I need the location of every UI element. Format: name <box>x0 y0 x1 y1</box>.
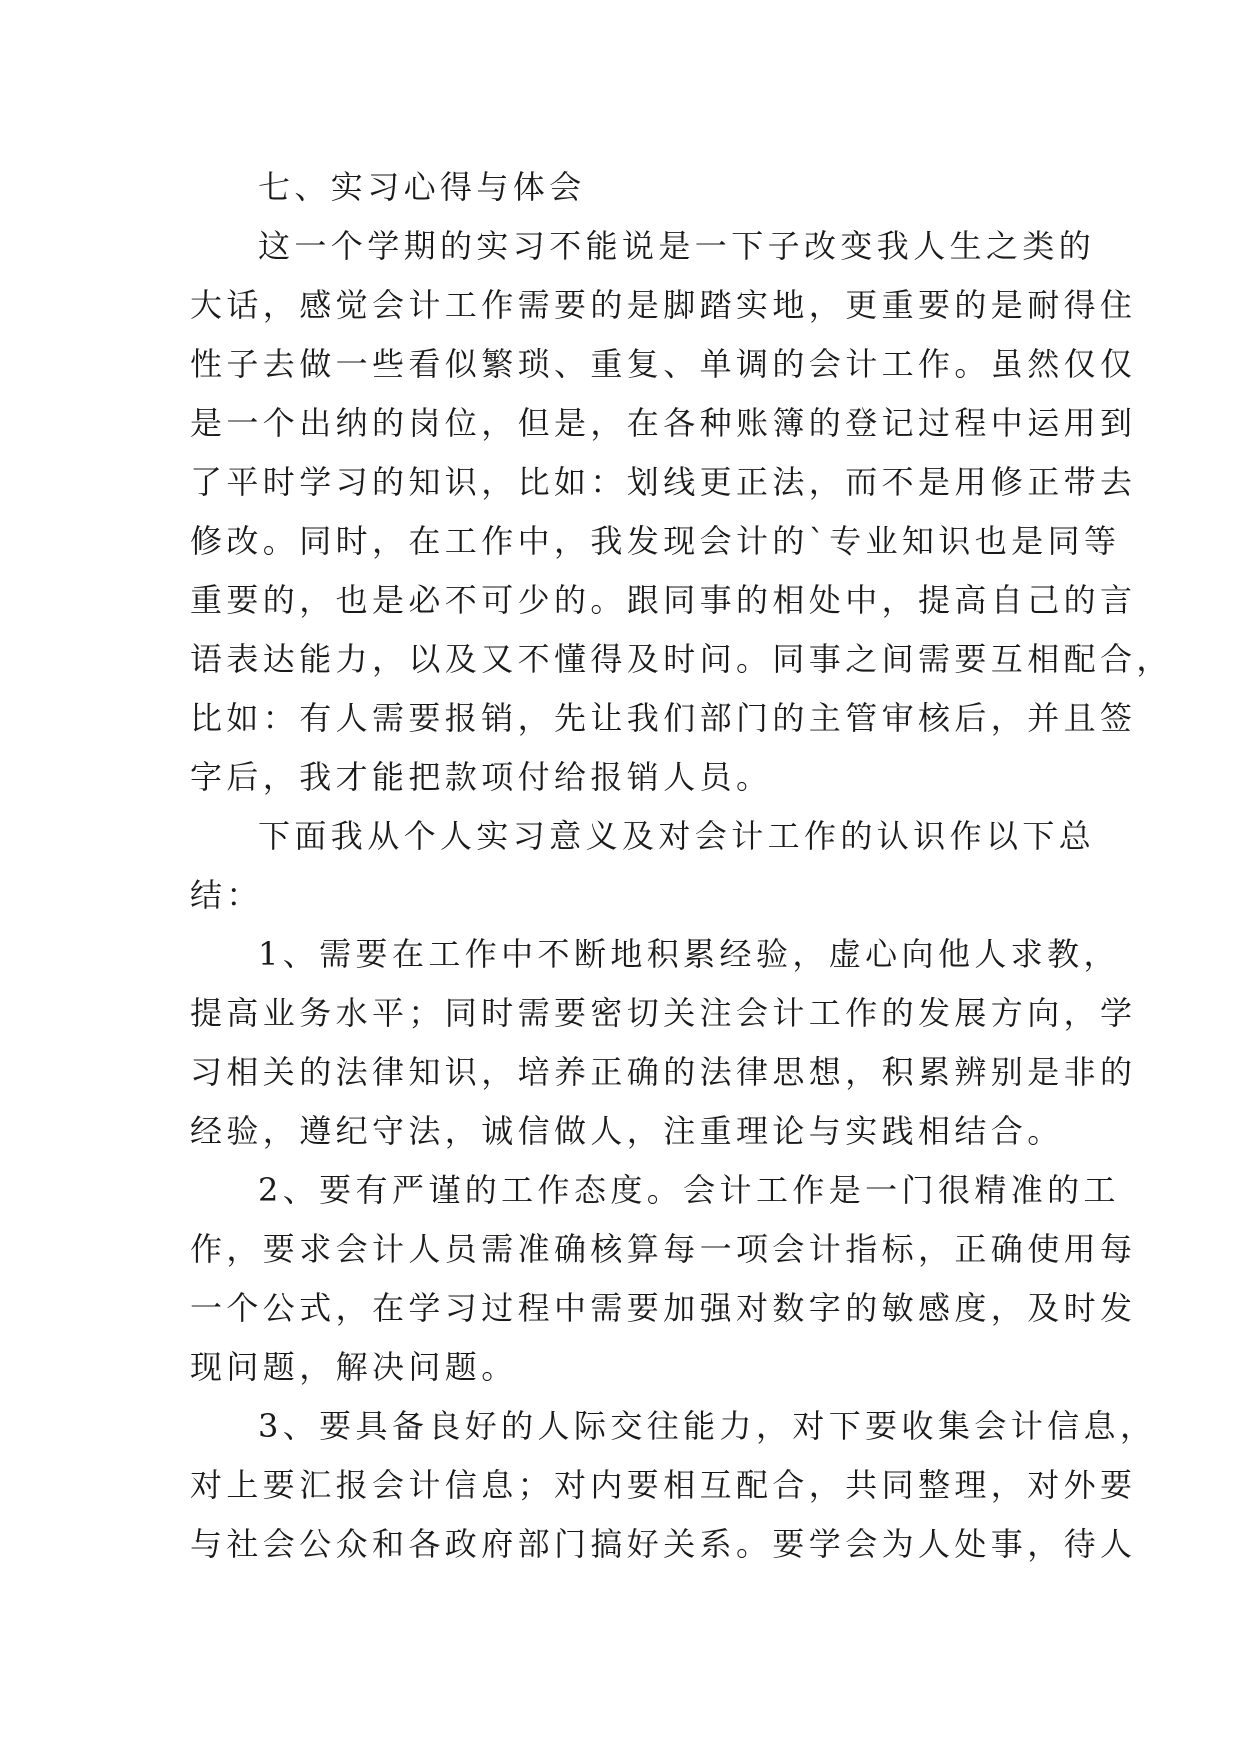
list-item-line: 1、需要在工作中不断地积累经验，虚心向他人求教， <box>258 935 1120 973</box>
paragraph-line: 这一个学期的实习不能说是一下子改变我人生之类的 <box>258 227 1096 265</box>
section-heading: 七、实习心得与体会 <box>258 168 586 206</box>
paragraph-line: 字后，我才能把款项付给报销人员。 <box>190 758 773 796</box>
list-item-line: 与社会公众和各政府部门搞好关系。要学会为人处事，待人 <box>190 1525 1137 1563</box>
paragraph-line: 下面我从个人实习意义及对会计工作的认识作以下总 <box>258 817 1096 855</box>
list-item-line: 经验，遵纪守法，诚信做人，注重理论与实践相结合。 <box>190 1112 1064 1150</box>
list-item-line: 3、要具备良好的人际交往能力，对下要收集会计信息， <box>258 1407 1157 1445</box>
paragraph-line: 语表达能力，以及又不懂得及时问。同事之间需要互相配合， <box>190 640 1173 678</box>
list-item-line: 一个公式，在学习过程中需要加强对数字的敏感度，及时发 <box>190 1289 1137 1327</box>
paragraph-line: 重要的，也是必不可少的。跟同事的相处中，提高自己的言 <box>190 581 1137 619</box>
paragraph-line: 性子去做一些看似繁琐、重复、单调的会计工作。虽然仅仅 <box>190 345 1137 383</box>
paragraph-line: 修改。同时，在工作中，我发现会计的`专业知识也是同等 <box>190 522 1121 560</box>
list-item-line: 2、要有严谨的工作态度。会计工作是一门很精准的工 <box>258 1171 1120 1209</box>
paragraph-line: 大话，感觉会计工作需要的是脚踏实地，更重要的是耐得住 <box>190 286 1137 324</box>
list-item-line: 习相关的法律知识，培养正确的法律思想，积累辨别是非的 <box>190 1053 1137 1091</box>
paragraph-line: 结： <box>190 876 263 914</box>
list-item-line: 提高业务水平；同时需要密切关注会计工作的发展方向，学 <box>190 994 1137 1032</box>
document-body <box>190 158 1173 1574</box>
paragraph-line: 比如：有人需要报销，先让我们部门的主管审核后，并且签 <box>190 699 1137 737</box>
list-item-line: 现问题，解决问题。 <box>190 1348 518 1386</box>
paragraph-line: 是一个出纳的岗位，但是，在各种账簿的登记过程中运用到 <box>190 404 1137 442</box>
list-item-line: 对上要汇报会计信息；对内要相互配合，共同整理，对外要 <box>190 1466 1137 1504</box>
list-item-line: 作，要求会计人员需准确核算每一项会计指标，正确使用每 <box>190 1230 1137 1268</box>
paragraph-line: 了平时学习的知识，比如：划线更正法，而不是用修正带去 <box>190 463 1137 501</box>
